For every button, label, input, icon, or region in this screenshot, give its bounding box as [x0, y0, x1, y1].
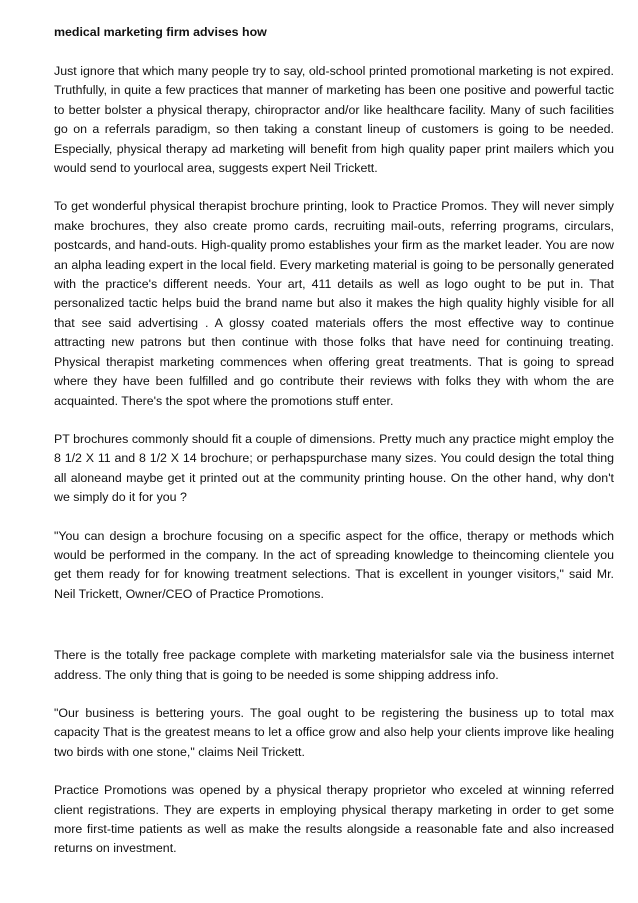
- paragraph-about-company: Practice Promotions was opened by a physical therapy proprietor who exceled at winning referred client registrations. They are experts in employing physical therapy marketing in order to get some more first-time patients as well as make the results alongside a reasonable fate and also increased returns on investment.: [54, 783, 614, 856]
- document-title: medical marketing firm advises how: [54, 25, 267, 39]
- paragraph-free-package: There is the totally free package complete with marketing materialsfor sale via the business internet address. The only thing that is going to be needed is some shipping address info.: [54, 648, 614, 682]
- paragraph-brochure-sizes: PT brochures commonly should fit a couple of dimensions. Pretty much any practice might employ the 8 1/2 X 11 and 8 1/2 X 14 brochure; or perhapspurchase many sizes. You could design the total thing all aloneand maybe get it printed out at the community printing house. On the other hand, why don't we simply do it for you ?: [54, 431, 614, 505]
- document-page: [54, 22, 614, 878]
- paragraph-quote-design: "You can design a brochure focusing on a specific aspect for the office, therapy or methods which would be performed in the company. In the act of spreading knowledge to theincoming clientele you get them ready for for knowing treatment selections. That is excellent in younger visitors," said Mr. Neil Trickett, Owner/CEO of Practice Promotions.: [54, 528, 614, 601]
- paragraph-brochure-printing: To get wonderful physical therapist brochure printing, look to Practice Promos. They will never simply make brochures, they also create promo cards, recruiting mail-outs, referring programs, circulars, postcards, and hand-outs. High-quality promo establishes your firm as the market leader. You are now an alpha leading expert in the local field. Every marketing material is going to be personally generated with the practice's different needs. Your art, 411 details as well as logo ought to be put in. That personalized tactic helps buid the brand name but also it makes the high quality highly visible for all that see said advertising . A glossy coated materials offers the most effective way to continue attracting new patrons but then continue with those folks that have need for continuing treating. Physical therapist marketing commences when offering great treatments. That is going to spread where they have been fulfilled and go contribute their reviews with folks they with whom the are acquainted. There's the spot where the promotions stuff enter.: [54, 199, 614, 408]
- paragraph-intro: Just ignore that which many people try to say, old-school printed promotional marketing is not expired. Truthfully, in quite a few practices that manner of marketing has been one positive and powerful tactic to better bolster a physical therapy, chiropractor and/or like healthcare facility. Many of such facilities go on a referrals paradigm, so then taking a constant lineup of customers is going to be needed. Especially, physical therapy ad marketing will benefit from high quality paper print mailers which you would send to yourlocal area, suggests expert Neil Trickett.: [54, 64, 614, 176]
- paragraph-quote-business: "Our business is bettering yours. The goal ought to be registering the business up to total max capacity That is the greatest means to let a office grow and also help your clients improve like healing two birds with one stone," claims Neil Trickett.: [54, 705, 614, 759]
